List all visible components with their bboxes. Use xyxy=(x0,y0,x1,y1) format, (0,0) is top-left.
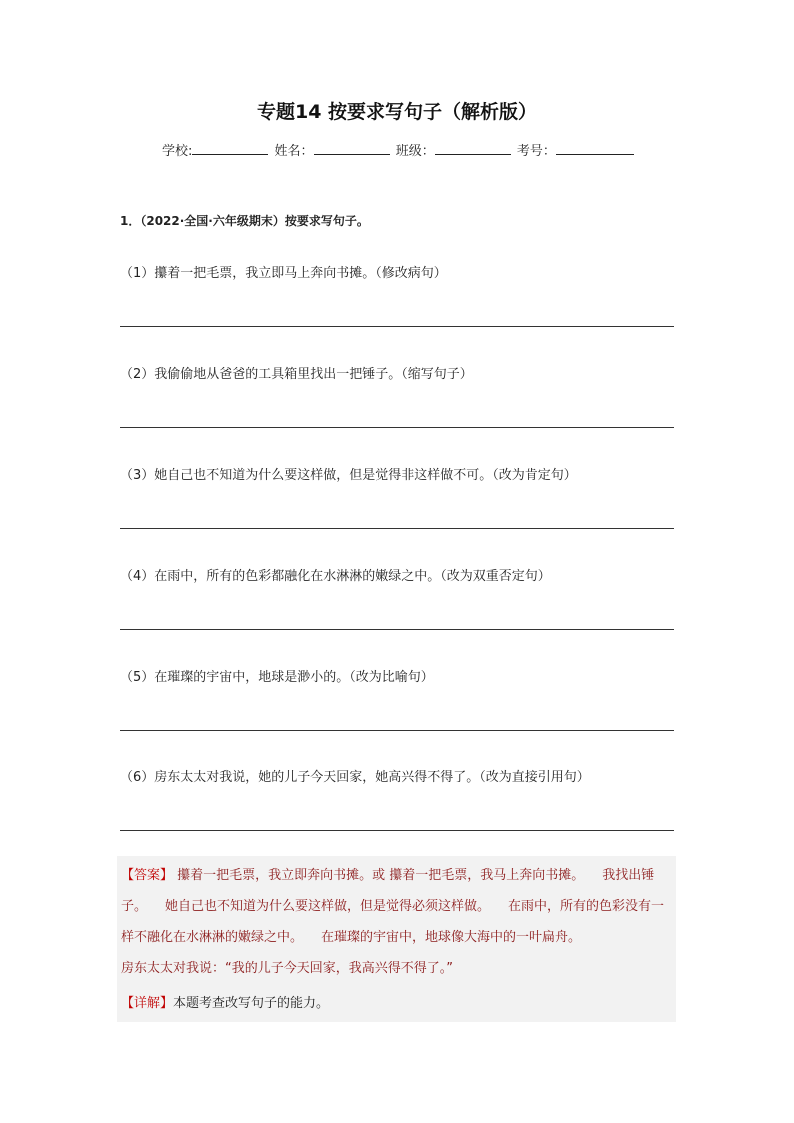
class-blank[interactable] xyxy=(435,141,511,155)
answer-part-3: 她自己也不知道为什么要这样做，但是觉得必须这样做。 xyxy=(165,899,491,914)
name-blank[interactable] xyxy=(314,141,390,155)
answer-part-1: 攥着一把毛票，我立即奔向书摊。或 攥着一把毛票，我马上奔向书摊。 xyxy=(177,868,585,883)
school-label: 学校: xyxy=(162,144,193,159)
school-blank[interactable] xyxy=(192,141,268,155)
page-title: 专题14 按要求写句子（解析版） xyxy=(256,101,538,123)
detail-text xyxy=(121,992,329,1011)
answer-tag: 【答案】 xyxy=(121,868,174,883)
number-label: 考号： xyxy=(516,144,556,159)
answer-line-1[interactable] xyxy=(120,326,674,327)
answer-line-6[interactable] xyxy=(120,830,674,831)
answer-section xyxy=(117,856,676,1022)
question-item-5: （5）在璀璨的宇宙中，地球是渺小的。（改为比喻句） xyxy=(120,670,434,685)
answer-part-5: 在璀璨的宇宙中，地球像大海中的一叶扁舟。 xyxy=(321,930,582,945)
class-label: 班级： xyxy=(395,144,435,159)
question-item-2: （2）我偷偷地从爸爸的工具箱里找出一把锤子。（缩写句子） xyxy=(120,367,473,382)
answer-line-5[interactable] xyxy=(120,730,674,731)
name-label: 姓名： xyxy=(274,144,314,159)
detail-body: 本题考查改写句子的能力。 xyxy=(173,996,330,1011)
answer-text xyxy=(121,860,673,984)
question-item-1: （1）攥着一把毛票，我立即马上奔向书摊。（修改病句） xyxy=(120,266,447,281)
student-info-row xyxy=(162,140,636,159)
answer-line-2[interactable] xyxy=(120,427,674,428)
answer-part-4: 在雨中，所有的色彩没有一样不融化在水淋淋的嫩绿之中。 xyxy=(121,899,665,945)
answer-line-4[interactable] xyxy=(120,629,674,630)
question-title: 1．（2022·全国·六年级期末）按要求写句子。 xyxy=(120,214,369,228)
answer-last: 房东太太对我说：“我的儿子今天回家，我高兴得不得了。” xyxy=(121,961,453,976)
question-item-4: （4）在雨中，所有的色彩都融化在水淋淋的嫩绿之中。（改为双重否定句） xyxy=(120,569,551,584)
answer-line-3[interactable] xyxy=(120,528,674,529)
answer-part-2: 我找出锤子。 xyxy=(121,868,655,914)
question-item-6: （6）房东太太对我说，她的儿子今天回家，她高兴得不得了。（改为直接引用句） xyxy=(120,770,590,785)
number-blank[interactable] xyxy=(556,141,634,155)
question-item-3: （3）她自己也不知道为什么要这样做，但是觉得非这样做不可。（改为肯定句） xyxy=(120,468,577,483)
detail-tag: 【详解】 xyxy=(121,996,174,1011)
